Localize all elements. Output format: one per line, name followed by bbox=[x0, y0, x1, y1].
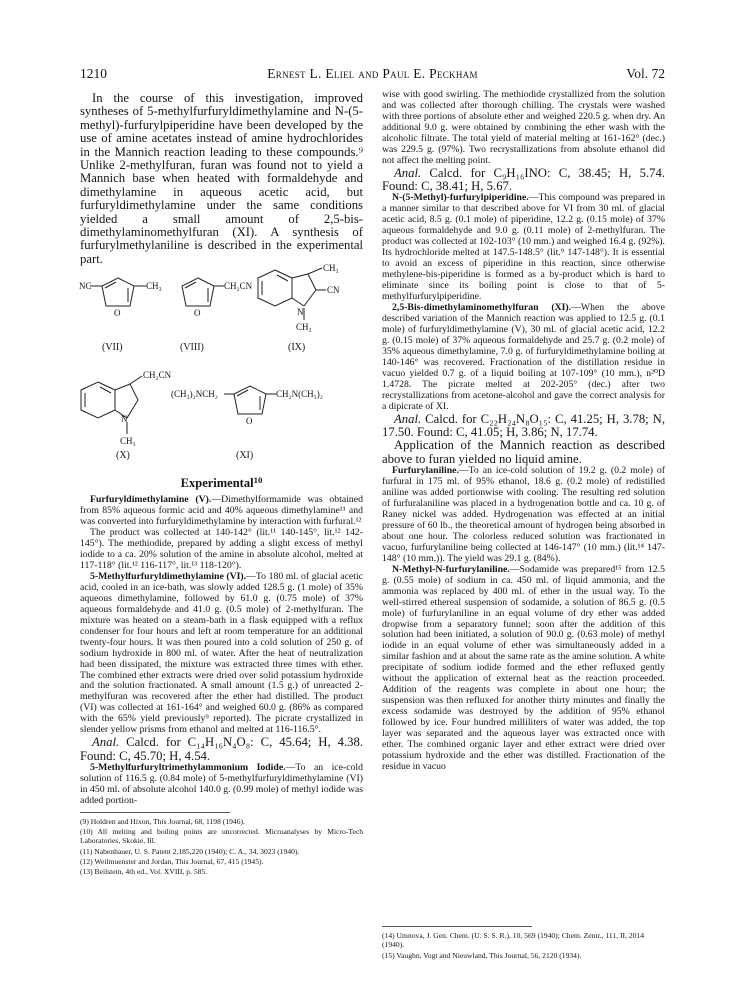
methylfurfuryldimethylamine-paragraph bbox=[80, 572, 363, 736]
xi-left-group: (CH₃)₂NCH₂ bbox=[171, 389, 218, 400]
furfurylaniline-heading: Furfurylaniline. bbox=[392, 465, 459, 477]
analysis-paragraph-1 bbox=[80, 736, 363, 763]
analysis-paragraph-2 bbox=[382, 167, 665, 194]
right-footnotes bbox=[382, 921, 665, 960]
left-column bbox=[80, 92, 363, 877]
anal-label-1: Anal. bbox=[92, 735, 120, 750]
footnote-rule-left bbox=[80, 812, 230, 813]
structure-drawings bbox=[79, 263, 363, 514]
xi-o: O bbox=[246, 416, 253, 427]
anal-label-2: Anal. bbox=[394, 165, 422, 180]
volume-label: Vol. 72 bbox=[626, 66, 665, 81]
x-ch3: CH₃ bbox=[120, 436, 136, 447]
methylfurfuryldimethylamine-heading: 5-Methylfurfuryldimethylamine (VI). bbox=[90, 570, 247, 582]
ix-cn: CN bbox=[327, 285, 340, 296]
benzene-ring-x bbox=[81, 382, 115, 418]
furfuryldimethylamine-text: —Dimethylformamide was obtained from 85% aqueous formic acid and 40% aqueous dimethylamine¹¹ and was converted into furfuryldimethylamine by interaction with furfural.¹² bbox=[80, 494, 363, 528]
page-number: 1210 bbox=[80, 66, 107, 81]
product-paragraph: The product was collected at 140-142° (lit.¹¹ 140-145°, lit.¹² 142-145°). The methiodide, prepared by adding a slight excess of methyl iodide to a ca. 20% solution of the amine in absolute alcohol, melted at 117-118° (lit.¹² 116-117°, lit.¹³ 118-120°). bbox=[80, 527, 363, 571]
label-x: (X) bbox=[116, 450, 130, 462]
trimethylammonium-heading: 5-Methylfurfuryltrimethylammonium Iodide. bbox=[90, 762, 286, 774]
footnote-13: (13) Beilstein, 4th ed., Vol. XVIII, p. 585. bbox=[80, 867, 208, 877]
furfurylaniline-text: —To an ice-cold solution of 19.2 g. (0.2 mole) of furfural in 175 ml. of 95% ethanol, 18.6 g. (0.2 mole) of redistilled aniline was added portionwise with cooling. The resulting red solution of furfuralaniline was placed in a hydrogenation bottle and ca. 10 g. of Raney nickel was added. Hydrogenation was effected at an initial pressure of 60 lb., the theoretical amount of hydrogen being absorbed in about one hour. The colorless reduced solution was fractionated in vacuo, furfurylaniline being collected at 146-147° (10 mm.) (lit.¹⁴ 147-148° (10 mm.)). The yield was 29.1 g. (84%). bbox=[382, 465, 665, 564]
vii-ch3: CH₃ bbox=[146, 281, 162, 292]
running-authors: Ernest L. Eliel and Paul E. Peckham bbox=[267, 66, 478, 81]
ix-ch3-bottom: CH₃ bbox=[296, 322, 312, 333]
furfurylaniline-paragraph bbox=[382, 466, 665, 565]
bis-dimethylamino-text: —When the above described variation of the Mannich reaction was applied to 12.5 g. (0.1 mole) of furfuryldimethylamine (V), 30 ml. of glacial acetic acid, 12.2 g. (0.15 mole) of 37% aqueous formaldehyde and 25.7 g. (0.2 mole) of 35% aqueous dimethylamine, 7.0 g. of furfuryldimethylamine boiling at 140-146° was recovered. Fractionation of the distillation residue in vacuo yielded 0.7 g. of a liquid boiling at 107-109° (10 mm.), n²⁰D 1.4728. The picrate melted at 202-205° (dec.) after two recrystallizations from acetone-alcohol and gave the correct analysis for a dipicrate of XI. bbox=[382, 302, 665, 412]
footnote-11: (11) Nabenhauer, U. S. Patent 2,185,220 (1940); C. A., 34, 3023 (1940). bbox=[80, 846, 300, 856]
furan-ring-vii bbox=[102, 278, 134, 306]
footnote-15: (15) Vaughn, Vogt and Nieuwland, This Journal, 56, 2120 (1934). bbox=[382, 950, 582, 960]
bis-dimethylamino-heading: 2,5-Bis-dimethylaminomethylfuran (XI). bbox=[392, 302, 572, 314]
methyl-furfurylaniline-heading: N-Methyl-N-furfurylaniline. bbox=[392, 563, 510, 575]
label-xi: (XI) bbox=[236, 450, 254, 462]
pyrrole-ring-x bbox=[115, 384, 138, 418]
analysis-text-1: Calcd. for C₁₄H₁₆N₄O₈: C, 45.64; H, 4.38. Found: C, 45.70; H, 4.54. bbox=[80, 735, 363, 763]
x-n: N bbox=[121, 414, 128, 425]
experimental-title: Experimental bbox=[180, 476, 254, 491]
piperidine-heading: N-(5-Methyl)-furfurylpiperidine. bbox=[392, 192, 529, 204]
x-ch2cn: CH₂CN bbox=[143, 370, 172, 381]
analysis-text-2: Calcd. for C₉H₁₆INO: C, 38.45; H, 5.74. Found: C, 38.41; H, 5.67. bbox=[382, 165, 666, 194]
trimethylammonium-text: —To an ice-cold solution of 116.5 g. (0.84 mole) of 5-methylfurfuryldimethylamine (VI) in 450 ml. of absolute alcohol 140.0 g. (0.99 mole) of methyl iodide was added portion- bbox=[80, 762, 363, 806]
methylfurfuryldimethylamine-text: —To 180 ml. of glacial acetic acid, cooled in an ice-bath, was slowly added 128.5 g. (1 mole) of 35% aqueous dimethylamine, followed by 61.0 g. (0.75 mole) of 37% aqueous formaldehyde and 41.0 g. (0.5 mole) of 2-methylfuran. The mixture was heated on a steam-bath in a flask equipped with a reflux condenser for four hours and left at room temperature for an additional twenty-four hours. It was then poured into a cold solution of 250 g. of sodium hydroxide in 800 ml. of water. After the heat of neutralization had been dissipated, the mixture was extracted three times with ether. The combined ether extracts were dried over solid potassium hydroxide and the solution fractionated. A small amount (1.5 g.) of unreacted 2-methylfuran was recovered after the ether had distilled. The product (VI) was collected at 161-164° and weighed 60.0 g. (86% as compared with the 65% yield previously⁹ reported). The picrate crystallized in slender yellow prisms from ethanol and melted at 116-116.5°. bbox=[80, 570, 363, 736]
methiodide-paragraph: wise with good swirling. The methiodide crystallized from the solution and was collected after thorough chilling. The crystals were washed with three portions of absolute ether and weighed 220.5 g. when dry. An additional 9.0 g. were obtained by combining the ether wash with the alcoholic filtrate. The total yield of material melting at 161-162° (dec.) was 229.5 g. (97%). Two recrystallizations from absolute ethanol did not affect the melting point. bbox=[382, 89, 665, 166]
piperidine-paragraph bbox=[382, 193, 665, 303]
label-vii: (VII) bbox=[102, 342, 123, 354]
anal-label-3: Anal. bbox=[394, 411, 422, 426]
viii-ch2cn: CH₂CN bbox=[224, 281, 253, 292]
footnote-9: (9) Holdren and Hixon, This Journal, 68, 1198 (1946). bbox=[80, 816, 245, 826]
label-ix: (IX) bbox=[288, 342, 306, 354]
trimethylammonium-paragraph bbox=[80, 763, 363, 807]
methyl-furfurylaniline-text: —Sodamide was prepared¹⁵ from 12.5 g. (0.55 mole) of sodium in ca. 450 ml. of liquid ammonia, and the ammonia was replaced by 400 ml. of ether in the usual way. To the well-stirred ethereal suspension of sodamide, a solution of 86.5 g. (0.5 mole) of furfurylaniline in an equal volume of dry ether was added dropwise from a separatory funnel; soon after the addition of this solution had been initiated, a solution of 90.0 g. (0.63 mole) of methyl iodide in an equal volume of ether was simultaneously added in a similar fashion and at about the same rate as the amine solution. A white precipitate of sodium iodide formed and the ether refluxed gently without the application of external heat as the reaction proceeded. Addition of the reagents was complete in about one hour; the suspension was then refluxed for another thirty minutes and finally the excess sodamide was destroyed by the addition of 95% ethanol followed by ice. Four hundred milliliters of water was added, the top layer was separated and the aqueous layer was extracted once with ether. The combined organic layer and ether extract were dried over potassium hydroxide and the ether was distilled. Fractionation of the residue in vacuo bbox=[382, 563, 665, 772]
xi-right-group: CH₂N(CH₃)₂ bbox=[276, 389, 323, 400]
furan-ring-viii bbox=[182, 278, 214, 306]
vii-nc: NC bbox=[79, 281, 92, 292]
footnote-12: (12) Weilmuenster and Jordan, This Journal, 67, 415 (1945). bbox=[80, 857, 264, 867]
methyl-furfurylaniline-paragraph bbox=[382, 565, 665, 773]
pyrrole-ring-ix bbox=[292, 274, 316, 306]
benzene-ring-ix bbox=[258, 270, 292, 306]
footnote-rule-right bbox=[382, 926, 532, 927]
ix-ch3-top: CH₃ bbox=[323, 263, 339, 274]
chemical-structures bbox=[79, 263, 363, 514]
right-column bbox=[382, 90, 665, 773]
viii-o: O bbox=[194, 308, 201, 319]
piperidine-text: —This compound was prepared in a manner similar to that described above for VI from 30 ml. of glacial acetic acid, 8.5 g. (0.1 mole) of piperidine, 12.2 g. (0.15 mole) of 37% aqueous formaldehyde and 9.0 g. (0.11 mole) of 2-methylfuran. The product was collected at 102-103° (10 mm.) and weighed 16.4 g. (92%). Its hydrochloride melted at 147.5-148.5° (lit.⁹ 147-148°). It is essential to avoid an excess of piperidine in this reaction, since otherwise methylene-bis-piperidine is formed as a by-product which is hard to eliminate since its boiling point is close to that of 5-methylfurfurylpiperidine. bbox=[382, 192, 665, 303]
analysis-paragraph-3 bbox=[382, 413, 665, 440]
bis-dimethylamino-paragraph bbox=[382, 303, 665, 413]
analysis-text-3: Calcd. for C₂₂H₂₄N₈O₁₅: C, 41.25; H, 3.78; N, 17.50. Found: C, 41.05; H, 3.86; N, 17.74. bbox=[382, 411, 665, 439]
intro-paragraph: In the course of this investigation, improved syntheses of 5-methylfurfuryldimethylamine and N-(5-methyl)-furfurylpiperidine have been developed by the use of amine acetates instead of amine hydrochlorides in the Mannich reaction leading to these compounds.⁹ Unlike 2-methylfuran, furan was found not to yield a Mannich base when heated with formaldehyde and dimethylamine in aqueous acetic acid, but furfuryldimethylamine under the same conditions yielded a small amount of 2,5-bis-dimethylaminomethylfuran (XI). A synthesis of furfurylmethylaniline is described in the experimental part. bbox=[80, 91, 363, 266]
page-header bbox=[80, 66, 665, 84]
experimental-footnote-mark: 10 bbox=[253, 475, 263, 486]
footnote-14: (14) Umnova, J. Gen. Chem. (U. S. S. R.), 10, 569 (1940); Chem. Zentr., 111, II, 2014 (1940). bbox=[382, 931, 645, 950]
ix-n: N bbox=[297, 307, 304, 318]
furan-ring-xi bbox=[234, 386, 266, 414]
label-viii: (VIII) bbox=[180, 342, 204, 354]
mannich-furan-paragraph: Application of the Mannich reaction as described above to furan yielded no liquid amine. bbox=[382, 438, 665, 466]
vii-o: O bbox=[114, 308, 121, 319]
footnote-10: (10) All melting and boiling points are uncorrected. Microanalyses by Micro-Tech Laboratories, Skokie, Ill. bbox=[80, 827, 363, 846]
furfuryldimethylamine-heading: Furfuryldimethylamine (V). bbox=[90, 494, 212, 506]
